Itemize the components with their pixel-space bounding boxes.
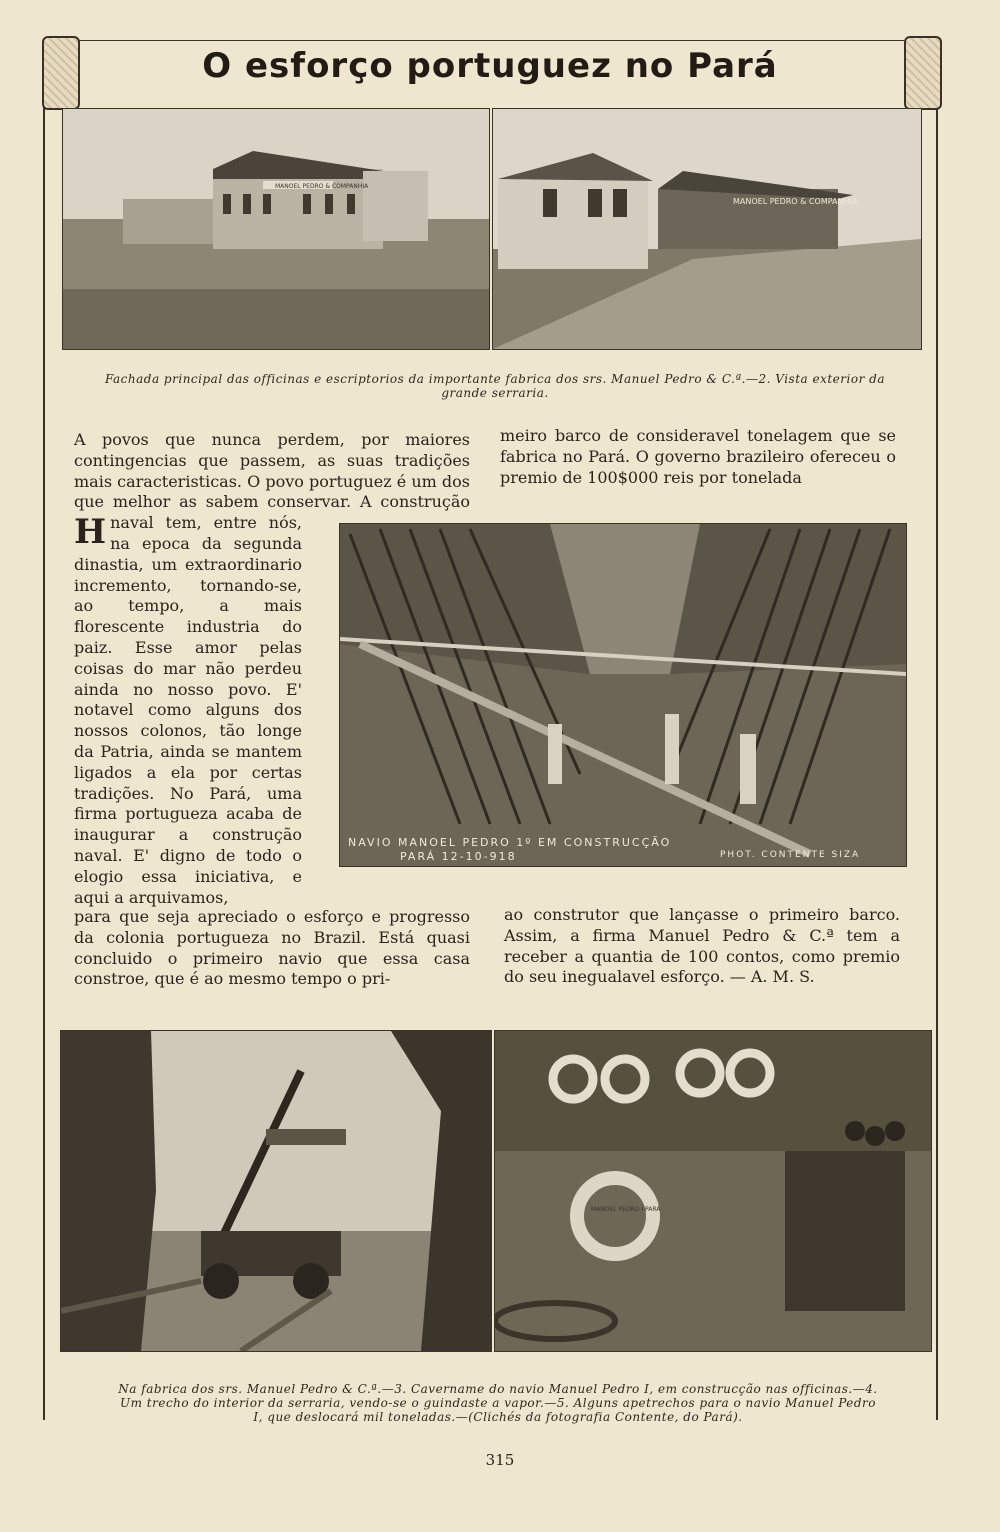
ship-stamp-3: PHOT. CONTENTE SIZA <box>720 850 861 860</box>
ship-stamp-2: PARÁ 12-10-918 <box>400 850 517 863</box>
article-col-left-bottom: para que seja apreciado o esforço e progresso da colonia portugueza no Brazil. Está quasi concluido o primeiro navio que essa casa constroe, que é ao mesmo tempo o pri- <box>74 907 470 989</box>
sawmill-sign: MANOEL PEDRO & COMPANHIA <box>733 197 858 206</box>
caption-top: Fachada principal das officinas e escriptorios da importante fabrica dos srs. Manuel Pedro & C.ª.—2. Vista exterior da grande serraria. <box>105 372 885 400</box>
factory-facade-image <box>63 109 489 349</box>
page-number: 315 <box>485 1451 515 1469</box>
ship-frame-image <box>340 524 906 866</box>
article-col-right-bottom: ao construtor que lançasse o primeiro barco. Assim, a firma Manuel Pedro & C.ª tem a receber a quantia de 100 contos, como premio do seu inegualavel esforço. — A. M. S. <box>504 905 900 987</box>
frame-top-line <box>78 40 904 41</box>
photo-sawmill-interior <box>60 1030 492 1352</box>
frame-left-line <box>43 100 45 1420</box>
dropcap: H <box>74 512 107 552</box>
page-title: O esforço portuguez no Pará <box>202 46 778 86</box>
frame-right-line <box>936 100 938 1420</box>
corner-ornament-right <box>904 36 942 110</box>
corner-ornament-left <box>42 36 80 110</box>
photo-factory-facade <box>62 108 490 350</box>
photo-sawmill-exterior <box>492 108 922 350</box>
article-col-right-top: meiro barco de consideravel tonelagem que se fabrica no Pará. O governo brazileiro ofereceu o premio de 100$000 reis por tonelada <box>500 426 896 487</box>
buoy-text: MANOEL PEDRO I PARÁ <box>591 1206 661 1213</box>
factory-sign: MANOEL PEDRO & COMPANHIA <box>275 183 369 190</box>
sawmill-exterior-image <box>493 109 921 349</box>
ship-stamp-1: NAVIO MANOEL PEDRO 1º EM CONSTRUCÇÃO <box>348 836 672 849</box>
photo-ship-frame <box>339 523 907 867</box>
ship-equipment-image <box>495 1031 931 1351</box>
article-col-left-top-text: A povos que nunca perdem, por maiores contingencias que passem, as suas tradições mais caracteristicas. O povo portuguez é um dos que melhor as sabem conservar. A construção naval tem, entre nós, na epoca da segunda dinastia, um extraordinario incremento, tornando-se, ao tempo, a mais florescente industria do paiz. Esse amor pelas coisas do mar não perdeu ainda no nosso povo. E' notavel como alguns dos nossos colonos, tão longe da Patria, ainda se mantem ligados a ela por certas tradições. No Pará, uma firma portugueza acaba de inaugurar a construção naval. E' digno de todo o elogio essa iniciativa, e aqui a arquivamos, <box>74 430 470 907</box>
caption-bottom: Na fabrica dos srs. Manuel Pedro & C.ª.—3. Cavername do navio Manuel Pedro I, em construcção nas officinas.—4. Um trecho do interior da serraria, vendo-se o guindaste a vapor.—5. Alguns apetrechos para o navio Manuel Pedro I, que deslocará mil toneladas.—(Clichés da fotografia Contente, do Pará). <box>118 1382 878 1424</box>
photo-ship-equipment <box>494 1030 932 1352</box>
sawmill-interior-image <box>61 1031 491 1351</box>
